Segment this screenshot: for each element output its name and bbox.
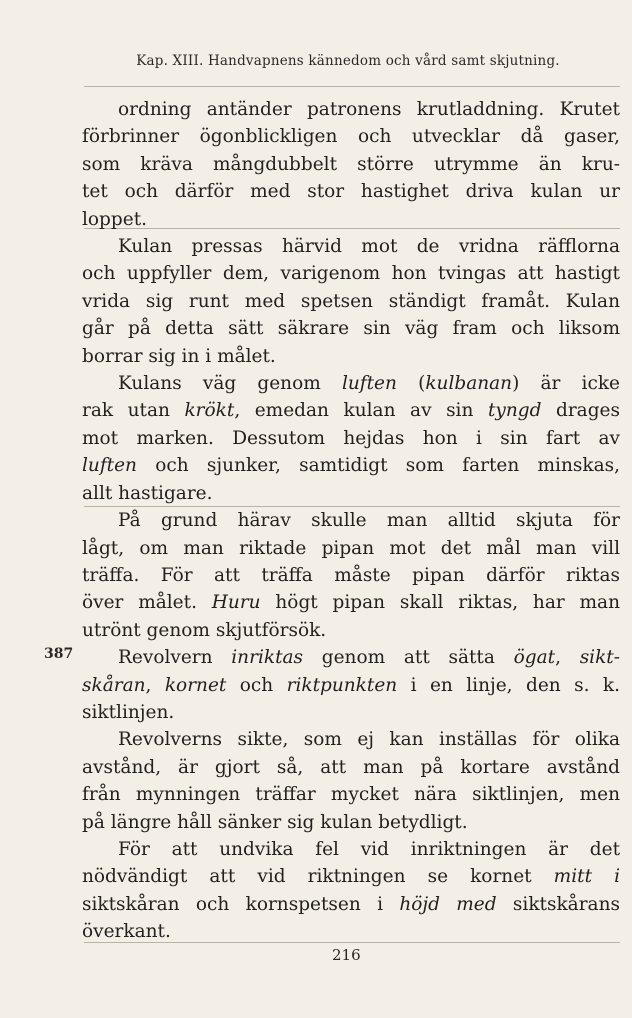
footer-rule — [84, 942, 620, 943]
text-line: över målet. Huru högt pipan skall riktas, har man — [82, 592, 620, 614]
text-line: som kräva mångdubbelt större utrymme än kru- — [82, 153, 620, 175]
text-line: Kulans väg genom luften (kulbanan) är icke — [118, 373, 620, 395]
text-line: tet och därför med stor hastighet driva kulan ur — [82, 181, 620, 203]
header-rule — [84, 86, 620, 87]
text-line: överkant. — [82, 921, 171, 943]
text-line: avstånd, är gjort så, att man på kortare avstånd — [82, 756, 620, 778]
text-line: från mynningen träffar mycket nära siktlinjen, men — [82, 784, 620, 806]
text-line: går på detta sätt säkrare sin väg fram och liksom — [82, 318, 620, 340]
text-line: Kulan pressas härvid mot de vridna räfflorna — [118, 236, 620, 258]
text-line: loppet. — [82, 208, 148, 230]
text-line: Revolvern inriktas genom att sätta ögat, sikt- — [118, 647, 620, 669]
text-line: lågt, om man riktade pipan mot det mål man vill — [82, 537, 620, 559]
text-line: För att undvika fel vid inriktningen är det — [118, 838, 620, 860]
text-line: ordning antänder patronens krutladdning. Krutet — [118, 99, 620, 120]
text-line: utrönt genom skjutförsök. — [82, 619, 327, 641]
text-line: rak utan krökt, emedan kulan av sin tyngd drages — [82, 400, 620, 422]
page-number: 216 — [332, 946, 361, 964]
text-line: på längre håll sänker sig kulan betydligt. — [82, 811, 468, 833]
text-line: siktlinjen. — [82, 701, 175, 723]
text-line: och uppfyller dem, varigenom hon tvingas att hastigt — [82, 263, 620, 285]
text-line: mot marken. Dessutom hejdas hon i sin fart av — [82, 427, 620, 449]
text-line: nödvändigt att vid riktningen se kornet mitt i — [82, 866, 620, 888]
text-line: träffa. För att träffa måste pipan därför riktas — [82, 564, 620, 586]
text-line: skåran, kornet och riktpunkten i en linje, den s. k. — [82, 674, 620, 696]
running-head: Kap. XIII. Handvapnens kännedom och vård samt skjutning. — [136, 53, 560, 69]
margin-paragraph-number: 387 — [44, 646, 74, 662]
text-line: Revolverns sikte, som ej kan inställas för olika — [118, 729, 620, 751]
text-line: siktskåran och kornspetsen i höjd med siktskårans — [82, 893, 620, 915]
text-line: förbrinner ögonblickligen och utvecklar då gaser, — [82, 126, 620, 148]
body-text — [82, 96, 620, 946]
text-line: borrar sig in i målet. — [82, 345, 276, 367]
text-line: På grund härav skulle man alltid skjuta för — [118, 510, 620, 532]
text-line: vrida sig runt med spetsen ständigt framåt. Kulan — [82, 290, 620, 312]
text-line: allt hastigare. — [82, 482, 213, 504]
text-line: luften och sjunker, samtidigt som farten minskas, — [82, 455, 620, 477]
